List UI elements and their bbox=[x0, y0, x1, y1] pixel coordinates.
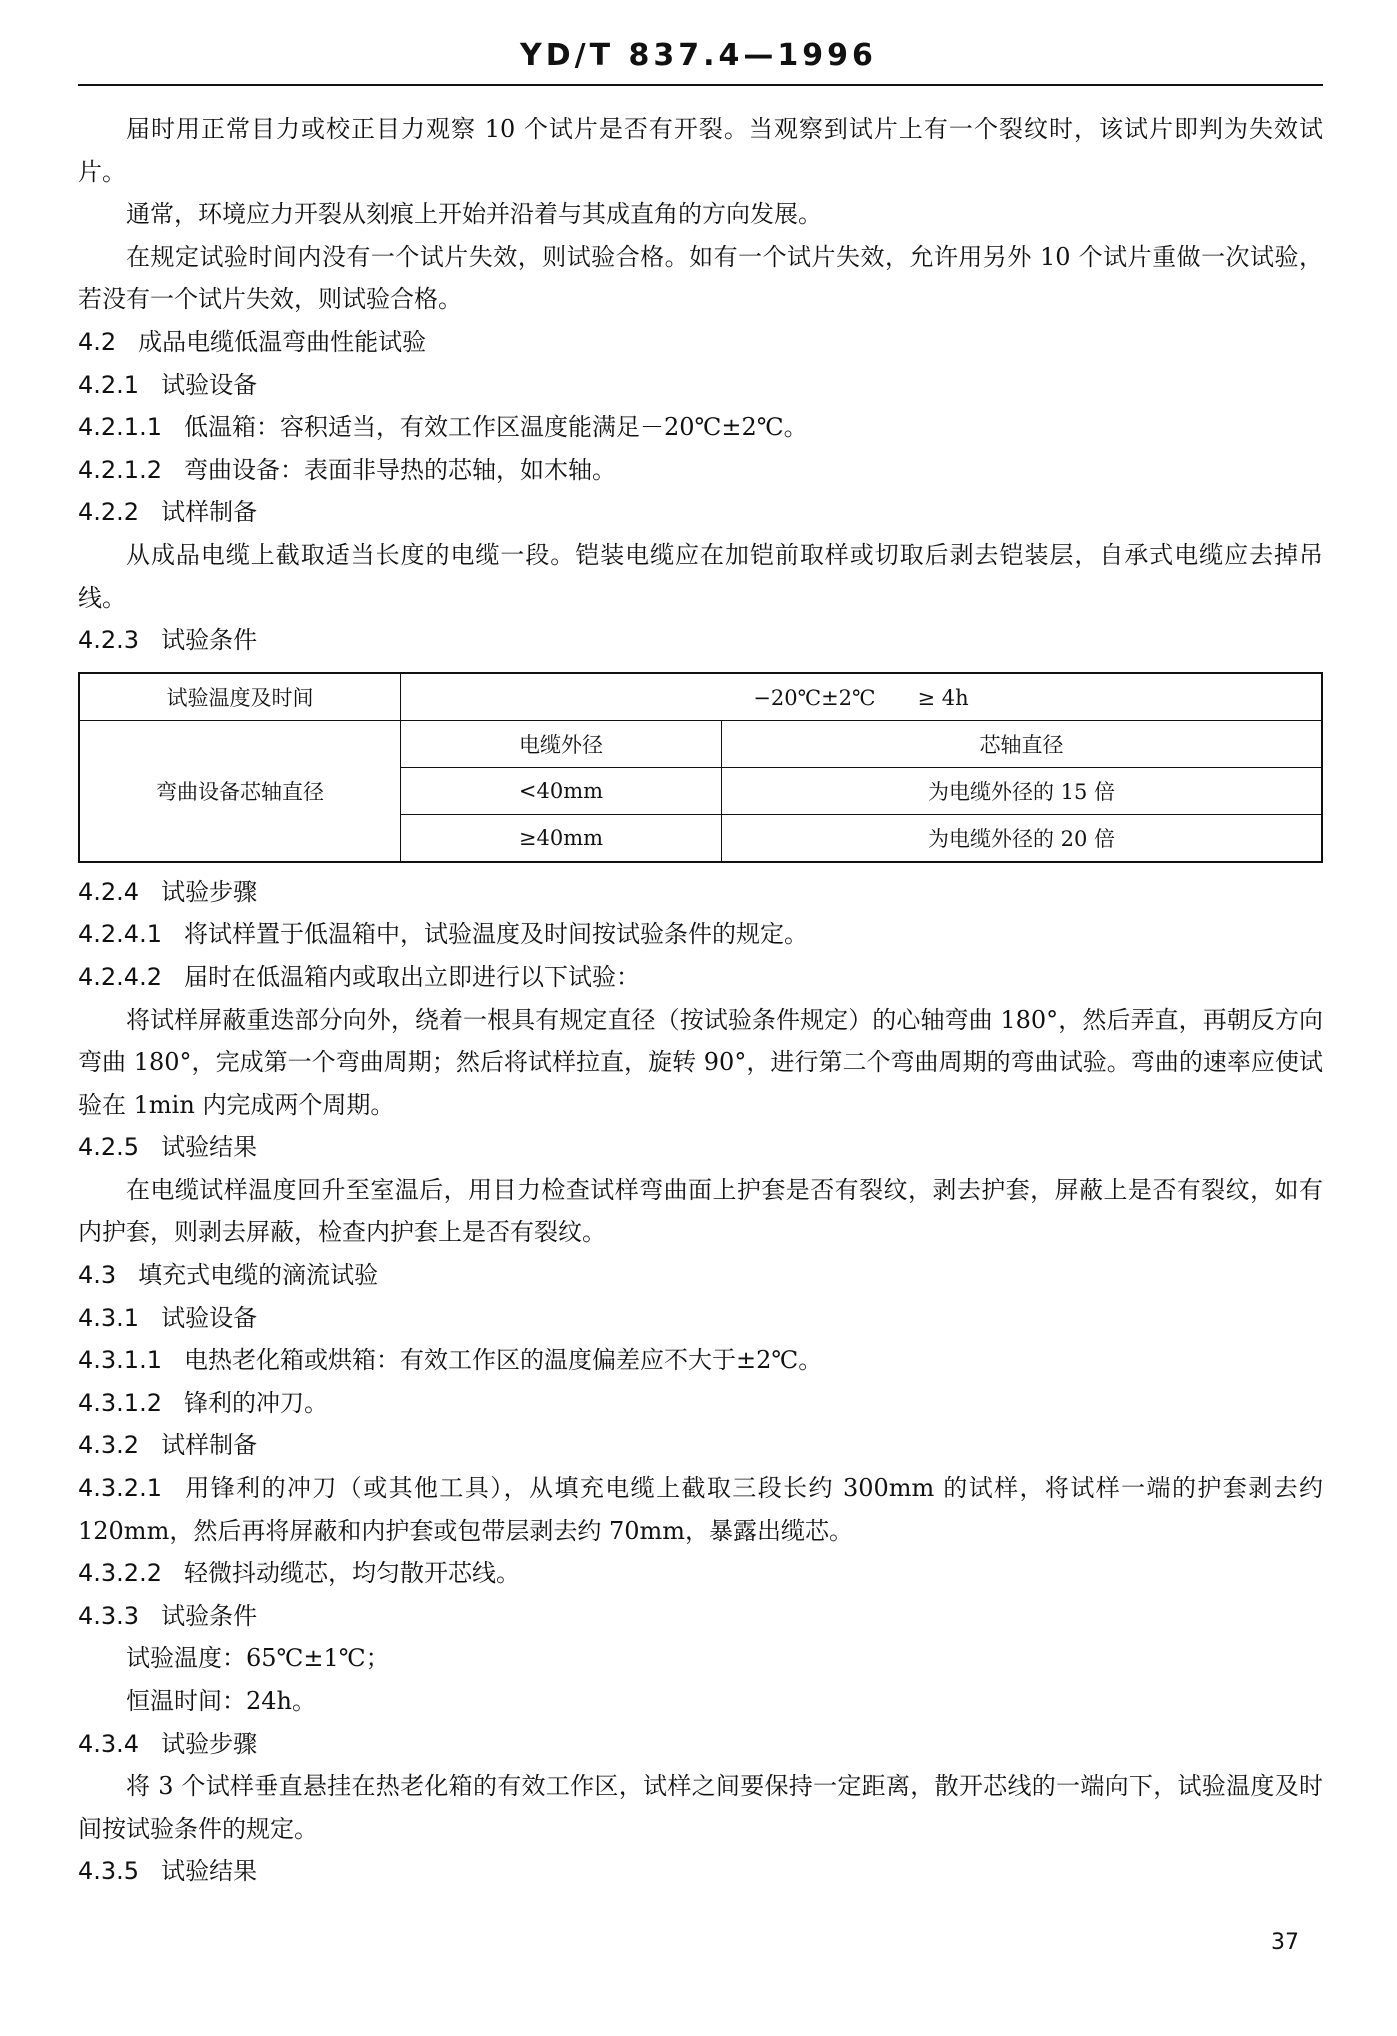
section-heading bbox=[78, 1339, 1323, 1382]
section-number: 4.3 bbox=[78, 1261, 117, 1290]
section-number: 4.2.4 bbox=[78, 877, 140, 906]
section-title: 试验步骤 bbox=[161, 1729, 258, 1758]
section-heading bbox=[78, 1723, 1323, 1766]
section-number: 4.3.1.1 bbox=[78, 1346, 162, 1375]
body-paragraph: 从成品电缆上截取适当长度的电缆一段。铠装电缆应在加铠前取样或切取后剥去铠装层，自承式电缆应去掉吊线。 bbox=[78, 540, 1323, 612]
body-paragraph: 将 3 个试样垂直悬挂在热老化箱的有效工作区，试样之间要保持一定距离，散开芯线的一端向下，试验温度及时间按试验条件的规定。 bbox=[78, 1772, 1323, 1843]
page-number: 37 bbox=[1271, 1930, 1299, 1955]
section-title: 试验条件 bbox=[161, 626, 258, 655]
section-heading bbox=[78, 956, 1323, 999]
section-heading bbox=[78, 1552, 1323, 1595]
section-title: 低温箱：容积适当，有效工作区温度能满足－20℃±2℃。 bbox=[183, 413, 808, 442]
section-number: 4.3.2.2 bbox=[78, 1559, 162, 1588]
section-heading bbox=[78, 491, 1323, 534]
table-cell-od-large: ≥40mm bbox=[401, 814, 722, 862]
section-title: 试验设备 bbox=[161, 370, 258, 399]
section-heading bbox=[78, 449, 1323, 492]
section-title: 试验步骤 bbox=[161, 877, 258, 906]
section-number: 4.2.4.2 bbox=[78, 962, 162, 991]
section-heading bbox=[78, 364, 1323, 407]
body-paragraph: 将试样屏蔽重迭部分向外，绕着一根具有规定直径（按试验条件规定）的心轴弯曲 180°，然后弄直，再朝反方向弯曲 180°，完成第一个弯曲周期；然后将试样拉直，旋转 90°，进行第二个弯曲周期的弯曲试验。弯曲的速率应使试验在 1min 内完成两个周期。 bbox=[78, 1005, 1323, 1119]
section-number: 4.2.1.1 bbox=[78, 413, 162, 442]
section-number: 4.2.4.1 bbox=[78, 920, 162, 949]
section-number: 4.3.3 bbox=[78, 1601, 140, 1630]
section-title: 电热老化箱或烘箱：有效工作区的温度偏差应不大于±2℃。 bbox=[183, 1346, 823, 1375]
table-header-mandrel-diameter: 芯轴直径 bbox=[722, 720, 1323, 767]
section-heading bbox=[78, 1382, 1323, 1425]
body-paragraph: 届时用正常目力或校正目力观察 10 个试片是否有开裂。当观察到试片上有一个裂纹时，该试片即判为失效试片。 bbox=[78, 115, 1323, 186]
section-title: 试验结果 bbox=[161, 1857, 258, 1886]
header-rule bbox=[78, 84, 1323, 86]
section-heading bbox=[78, 913, 1323, 956]
table-header-cable-od: 电缆外径 bbox=[401, 720, 722, 767]
table-cell-temp-label: 试验温度及时间 bbox=[79, 673, 401, 721]
section-heading bbox=[78, 321, 1323, 364]
section-title: 试验设备 bbox=[161, 1303, 258, 1332]
section-heading bbox=[78, 1850, 1323, 1893]
section-number: 4.2.3 bbox=[78, 626, 140, 655]
document-header: YD/T 837.4—1996 bbox=[520, 38, 877, 73]
table-cell-mandrel-small: 为电缆外径的 15 倍 bbox=[722, 767, 1323, 814]
document-body bbox=[78, 108, 1323, 1893]
section-number: 4.3.2 bbox=[78, 1431, 140, 1460]
section-title: 试验结果 bbox=[161, 1133, 258, 1162]
table-cell-temp-value: −20℃±2℃ ≥ 4h bbox=[401, 673, 1323, 721]
section-heading bbox=[78, 406, 1323, 449]
section-heading bbox=[78, 619, 1323, 662]
section-number: 4.3.4 bbox=[78, 1729, 140, 1758]
section-heading bbox=[78, 871, 1323, 914]
section-title: 试样制备 bbox=[161, 1431, 258, 1460]
section-title: 届时在低温箱内或取出立即进行以下试验： bbox=[183, 962, 640, 991]
section-title: 用锋利的冲刀（或其他工具），从填充电缆上截取三段长约 300mm 的试样，将试样一端的护套剥去约 120mm，然后再将屏蔽和内护套或包带层剥去约 70mm，暴露出缆芯。 bbox=[78, 1474, 1323, 1545]
body-paragraph: 在电缆试样温度回升至室温后，用目力检查试样弯曲面上护套是否有裂纹，剥去护套，屏蔽上是否有裂纹，如有内护套，则剥去屏蔽，检查内护套上是否有裂纹。 bbox=[78, 1175, 1323, 1247]
section-title: 试样制备 bbox=[161, 498, 258, 527]
section-title: 将试样置于低温箱中，试验温度及时间按试验条件的规定。 bbox=[183, 920, 808, 949]
section-number: 4.3.1.2 bbox=[78, 1388, 162, 1417]
section-number: 4.2.1 bbox=[78, 370, 140, 399]
table-cell-od-small: <40mm bbox=[401, 767, 722, 814]
section-heading bbox=[78, 1424, 1323, 1467]
section-number: 4.3.5 bbox=[78, 1857, 140, 1886]
section-title: 锋利的冲刀。 bbox=[183, 1388, 328, 1417]
test-conditions-table bbox=[78, 672, 1323, 863]
section-heading bbox=[78, 1126, 1323, 1169]
table-cell-mandrel-large: 为电缆外径的 20 倍 bbox=[722, 814, 1323, 862]
table-cell-mandrel-label: 弯曲设备芯轴直径 bbox=[79, 720, 401, 862]
section-heading bbox=[78, 1467, 1323, 1552]
condition-line: 恒温时间：24h。 bbox=[126, 1687, 316, 1715]
section-title: 弯曲设备：表面非导热的芯轴，如木轴。 bbox=[183, 455, 616, 484]
section-title: 试验条件 bbox=[161, 1601, 258, 1630]
section-title: 填充式电缆的滴流试验 bbox=[138, 1261, 379, 1290]
section-number: 4.2.5 bbox=[78, 1133, 140, 1162]
section-number: 4.3.1 bbox=[78, 1303, 140, 1332]
section-heading bbox=[78, 1297, 1323, 1340]
section-number: 4.3.2.1 bbox=[78, 1474, 162, 1503]
section-number: 4.2 bbox=[78, 327, 117, 356]
section-title: 成品电缆低温弯曲性能试验 bbox=[138, 327, 427, 356]
section-number: 4.2.2 bbox=[78, 498, 140, 527]
section-heading bbox=[78, 1595, 1323, 1638]
body-paragraph: 通常，环境应力开裂从刻痕上开始并沿着与其成直角的方向发展。 bbox=[126, 200, 822, 229]
body-paragraph: 在规定试验时间内没有一个试片失效，则试验合格。如有一个试片失效，允许用另外 10 个试片重做一次试验，若没有一个试片失效，则试验合格。 bbox=[78, 242, 1323, 314]
section-heading bbox=[78, 1254, 1323, 1297]
condition-line: 试验温度：65℃±1℃； bbox=[126, 1644, 390, 1673]
section-number: 4.2.1.2 bbox=[78, 455, 162, 484]
section-title: 轻微抖动缆芯，均匀散开芯线。 bbox=[183, 1559, 520, 1588]
